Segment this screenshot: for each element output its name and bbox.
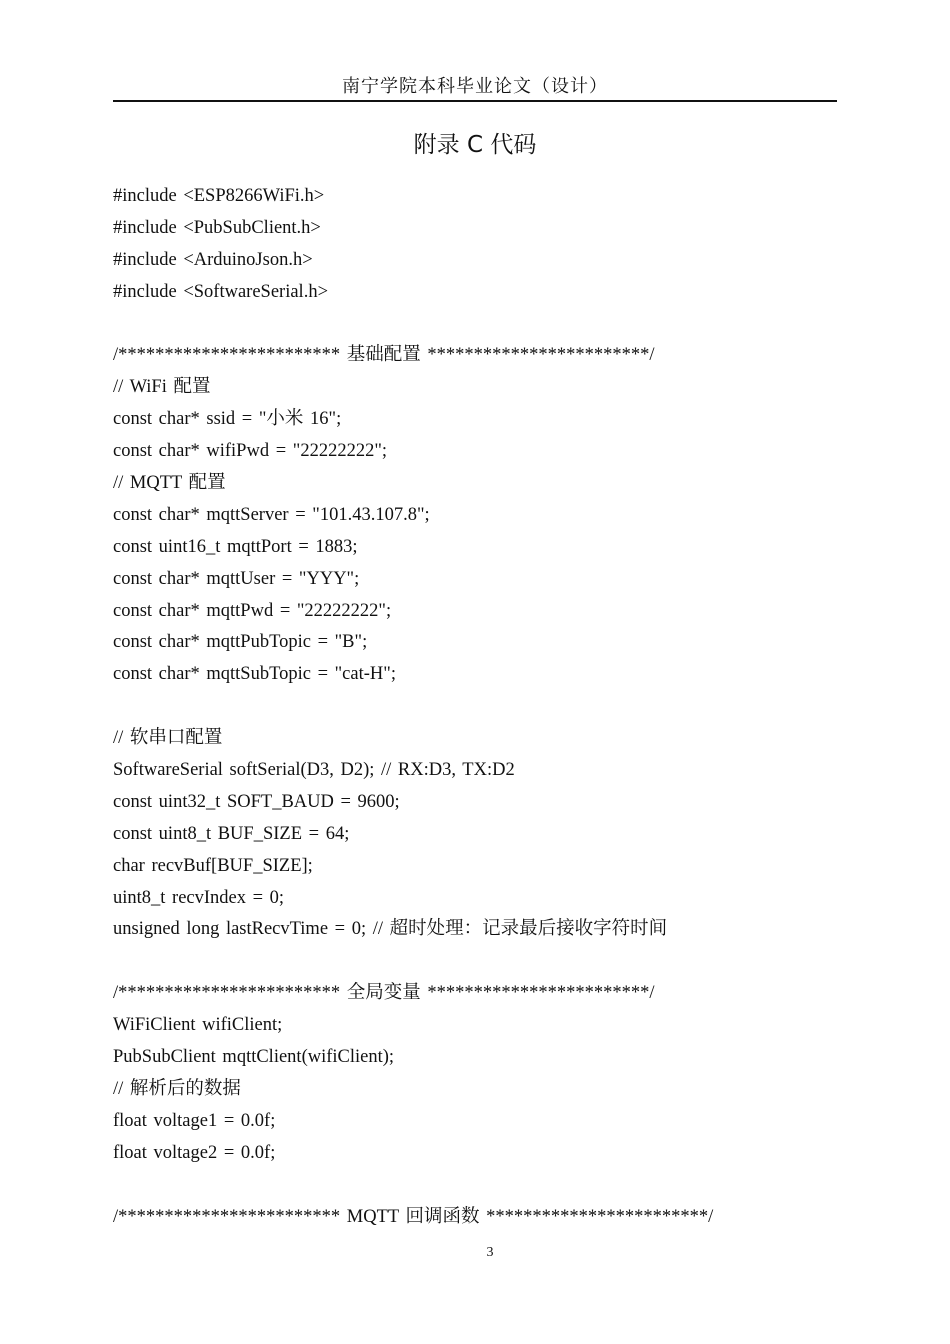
code-line: WiFiClient wifiClient; <box>113 1015 283 1036</box>
code-line: SoftwareSerial softSerial(D3, D2); // RX:D3, TX:D2 <box>113 760 515 781</box>
code-comment: // 解析后的数据 <box>113 1078 241 1099</box>
code-listing <box>113 181 853 1233</box>
code-comment-banner: /************************ 基础配置 ************************/ <box>113 345 655 366</box>
code-line: char recvBuf[BUF_SIZE]; <box>113 855 313 876</box>
code-line: const char* mqttServer = "101.43.107.8"; <box>113 504 430 525</box>
code-line: uint8_t recvIndex = 0; <box>113 887 285 908</box>
blank-line <box>113 309 853 341</box>
code-line: const uint32_t SOFT_BAUD = 9600; <box>113 791 400 812</box>
header-divider <box>113 100 837 102</box>
code-line: #include <ArduinoJson.h> <box>113 249 313 270</box>
code-line: float voltage2 = 0.0f; <box>113 1142 276 1163</box>
code-line: float voltage1 = 0.0f; <box>113 1110 276 1131</box>
code-line: const uint8_t BUF_SIZE = 64; <box>113 823 350 844</box>
code-comment-banner: /************************ 全局变量 ************************/ <box>113 983 655 1004</box>
code-line: PubSubClient mqttClient(wifiClient); <box>113 1047 395 1068</box>
code-line: const char* wifiPwd = "22222222"; <box>113 441 388 462</box>
page-header: 南宁学院本科毕业论文（设计） <box>342 76 608 96</box>
code-line: #include <SoftwareSerial.h> <box>113 281 329 302</box>
code-line: #include <PubSubClient.h> <box>113 217 321 238</box>
page-number: 3 <box>486 1245 494 1260</box>
code-line: const char* mqttUser = "YYY"; <box>113 568 360 589</box>
blank-line <box>113 691 853 723</box>
section-title: 附录 C 代码 <box>413 132 537 159</box>
code-line: unsigned long lastRecvTime = 0; // 超时处理：记录最后接收字符时间 <box>113 919 668 940</box>
code-line: const char* ssid = "小米 16"; <box>113 409 342 430</box>
code-line: const char* mqttSubTopic = "cat-H"; <box>113 664 396 685</box>
code-line: const uint16_t mqttPort = 1883; <box>113 536 358 557</box>
code-comment: // WiFi 配置 <box>113 377 211 398</box>
blank-line <box>113 946 853 978</box>
code-line: #include <ESP8266WiFi.h> <box>113 186 325 206</box>
code-line: const char* mqttPubTopic = "B"; <box>113 632 368 653</box>
code-comment-banner: /************************ MQTT 回调函数 ************************/ <box>113 1206 714 1227</box>
blank-line <box>113 1170 853 1202</box>
code-line: const char* mqttPwd = "22222222"; <box>113 600 392 621</box>
code-comment: // 软串口配置 <box>113 728 223 749</box>
code-comment: // MQTT 配置 <box>113 473 226 494</box>
